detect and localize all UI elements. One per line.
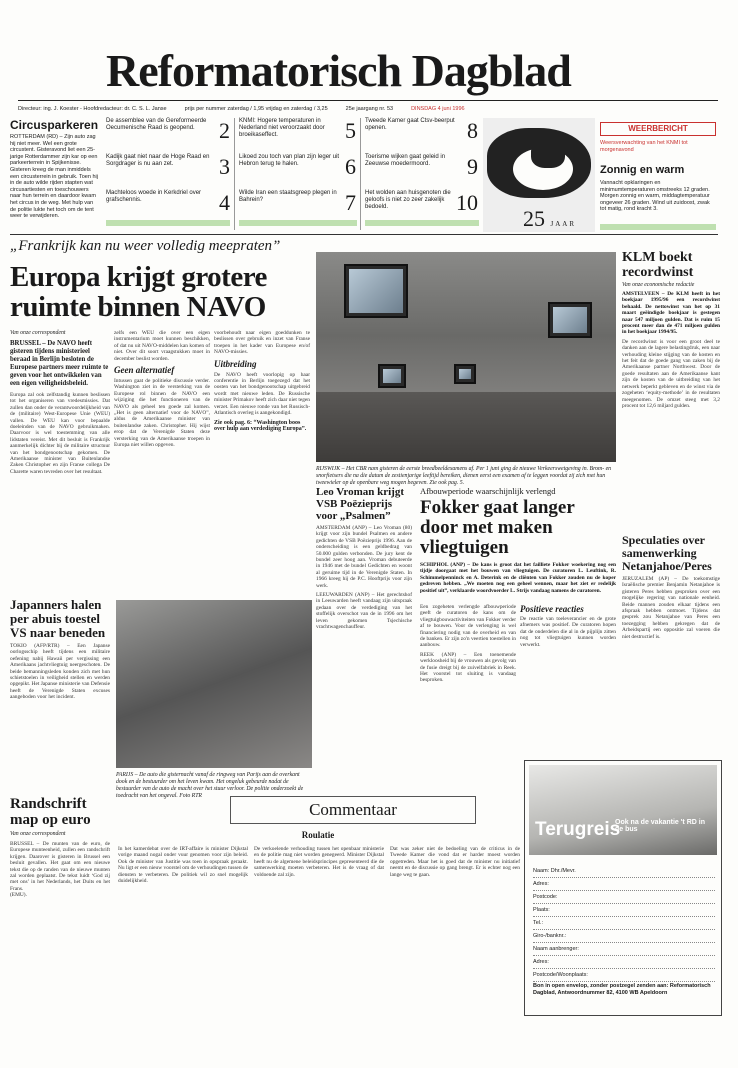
randschrift-end: (EMU). — [10, 892, 27, 899]
lead-col-3 — [214, 330, 310, 432]
lead-byline: Van onze correspondent — [10, 330, 66, 336]
commentaar-header: Commentaar — [230, 796, 476, 824]
volume-info: 25e jaargang nr. 53 — [345, 106, 394, 112]
fokker-intro: SCHIPHOL (ANP) – De kans is groot dat het failliete Fokker woekering nog een tijdje doorgaat met het bouwen van vliegtuigen. De curatoren L. Leuftink, R. Schimmelpenninck en A. Deterink en de cliënten van Fokker zouden nu de koper gedreven hebben. „We moeten nog een geheel wennen, maar het ziet er redelijk positief uit”, verklaarde woordvoerder L. Strijs vandaag namens de curatoren. — [420, 562, 616, 594]
lead-body-5: De NAVO heeft voorlopig op haar conferentie in Berlijn toegezegd dat het oosten van het bondgenootschap uitgebreid wordt met nieuwe leden. De Russische minister Primakov heeft zich daar niet tegen verzet. Een nieuwe ronde van het Russisch-Atlantisch overleg is aangekondigd. — [214, 371, 310, 417]
subscription-ad — [524, 760, 722, 1016]
circus-text: ROTTERDAM (RD) – Zijn auto zag hij niet meer. Wel een grote circustent. Gisteravond liet een 25-jarige Rotterdammer zijn kar op een parkeerterrein in Spijkenisse. Gisteren kreeg de man inmiddels een circusterrein in gebruik. Toen hij in de auto wilde rijden stapten wat circusartiesten en toeschouwers naar hun terrein en daardoor kwam het circus in de weg. Met hulp van de politie lukte het toch om de tent weer te verwijderen. — [10, 134, 98, 220]
fokker-subhead: Positieve reacties — [520, 604, 584, 614]
monitor-icon — [548, 302, 592, 338]
index-item-page: 7 — [345, 190, 356, 215]
lead-quote: „Frankrijk kan nu weer volledig meepraten” — [10, 238, 281, 254]
exam-photo-caption: RIJSWIJK – Het CBR nam gisteren de eerste breedbeeldexamens af. Per 1 juni ging de nieuwe Verkeerswetgeving in. Brom- en snorfietsers die na die datum de zestienjarige leeftijd bereiken, dienen eerst een examen af te leggen voordat zij zich met hun tweewieler op de openbare weg mogen begeven. Zie ook pag. 5. — [316, 466, 612, 486]
ad-image — [529, 765, 717, 855]
paris-photo-caption: PARIJS – De auto die gisternacht vanaf de ringweg van Parijs aan de overkant dook en de bestuurder om het leven kwam. Het ongeluk gebeurde nadat de bestuurder van de auto de macht over het stuur verloor. De politie onderzoekt de toedracht van het ongeval. Foto RTR — [116, 772, 304, 799]
form-field-referrer[interactable]: Naam aanbrenger: — [533, 943, 715, 956]
index-item[interactable] — [106, 154, 230, 190]
audience-area — [316, 392, 616, 462]
anniversary-years: 25 — [523, 206, 545, 231]
ad-form — [533, 865, 715, 982]
index-green-bar — [239, 220, 357, 226]
fokker-col-2 — [520, 604, 616, 648]
lead-subhead-2: Uitbreiding — [214, 358, 257, 369]
index-block — [106, 118, 478, 230]
map-continent — [531, 140, 565, 168]
monitor-icon — [344, 264, 408, 318]
klm-body: De recordwinst is voor een groot deel te danken aan de lagere belastingdruk, een naar verhouding kleine stijging van de kosten en het feit dat de goede gang van zaken bij de Amerikaanse partner Northwest. Door de goede resultaten aan de Amerikaanse kant zijn de kosten van de uitbreiding van het netwerk beperkt gebleven en de winst via de zogeheten ‘equity-methode’ in de resultaten meegenomen. De omzet steeg met 3,2 procent tot 12,6 miljard gulden. — [622, 338, 720, 409]
circus-headline: Circusparkeren — [10, 118, 99, 132]
monitor-icon — [378, 364, 406, 388]
anniversary-logo — [483, 118, 595, 232]
index-item[interactable] — [239, 118, 356, 154]
fokker-body: Een zogeheten verlengde afbouwperiode geeft de curatoren de kans om de vliegtuigbouwactiviteiten van Fokker verder af te bouwen. Voor de verlenging is wel financiering nodig van de overheid en van de banken. Er zijn zo'n veertien toestellen in aanbouw. — [420, 604, 516, 649]
index-item-page: 5 — [345, 118, 356, 143]
lead-subhead: Geen alternatief — [114, 365, 175, 376]
form-field-account[interactable]: Giro-/banknr.: — [533, 930, 715, 943]
index-green-bar — [365, 220, 479, 226]
index-item-text: Likoed zou toch van plan zijn leger uit Hebron terug te halen. — [239, 154, 340, 167]
circus-article — [10, 118, 100, 230]
fokker-body-2: De reactie van toeleverancier en de grote afnemers was positief. De curatoren hopen dat de onderdelen die al in de pijplijn zitten nog tot vliegtuigen kunnen worden verwerkt. — [520, 616, 616, 648]
klm-headline: KLM boekt recordwinst — [622, 250, 694, 280]
index-item[interactable] — [365, 154, 478, 190]
lead-col-1 — [10, 330, 110, 475]
commentaar-col-2: De verkoelende verhouding tussen het openbaar ministerie en de politie mag niet worden genegeerd. Minister Dijkstal heeft nu de algemene beleidsprincipes gepresenteerd die de samenwerking moeten verbeteren. Het is de vraag of dat voldoende zal zijn. — [254, 846, 384, 878]
index-item[interactable] — [365, 118, 478, 154]
index-item-text: Kadijk gaat niet naar de Hoge Raad en Sorgdrager is nu aan zet. — [106, 154, 210, 167]
index-item-page: 6 — [345, 154, 356, 179]
leo-article — [316, 486, 412, 631]
exam-room-photo — [316, 252, 616, 462]
index-item[interactable] — [106, 118, 230, 154]
index-item[interactable] — [239, 190, 356, 220]
director-info: Directeur: ing. J. Koester - Hoofdredacteur: dr. C. S. L. Janse — [18, 106, 167, 112]
index-item-text: Wilde Iran een staatsgreep plegen in Bahrein? — [239, 190, 337, 203]
anniversary-number — [523, 206, 576, 232]
form-field-postcode[interactable]: Postcode: — [533, 891, 715, 904]
weather-note: Weersverwachting van het KNMI tot morgenavond — [600, 140, 688, 153]
monitor-icon — [454, 364, 476, 384]
reek-text: REEK (ANP) – Een toenemende werkloosheid bij de vrouwen als gevolg van de fusie dreigt bij de zuivelfabriek in Reek. Het voorstel tot sluiting is vandaag besproken. — [420, 651, 516, 684]
speculaties-headline: Speculaties over samenwerking Netanjahoe/Peres — [622, 533, 712, 573]
index-col-2 — [234, 118, 356, 230]
index-item[interactable] — [365, 190, 478, 220]
ad-slogan: Ook na de vakantie 't RD in de bus — [615, 819, 705, 833]
newspaper-title: Reformatorisch Dagblad — [106, 45, 571, 96]
japanners-headline: Japanners halen per abuis toestel VS naar beneden — [10, 597, 106, 640]
lead-body-3: Intussen gaat de politieke discussie verder. Washington ziet in de versterking van de Europese rol binnen de NAVO een wijziging die het functioneren van de NAVO als geheel ten goede zal komen. „Het is geen alternatief voor de NAVO”, aldus de Amerikaanse minister van buitenlandse zaken. Christopher. Hij wijst erop dat de Verenigde Staten deze versterking van de Amerikaanse troepen in Europa niet willen opgeven. — [114, 378, 210, 449]
index-item[interactable] — [239, 154, 356, 190]
leo-text: AMSTERDAM (ANP) – Leo Vroman (80) krijgt voor zijn bundel Psalmen en andere gedichten de VSB Poëzieprijs 1996. Aan de onderscheiding is een geldbedrag van 50.000 gulden verbonden. De jury kent de bundel zeer hoog aan. Vroman debuteerde in 1946 met de bundel Gedichten en woont al geruime tijd in de Verenigde Staten. In 1966 kreeg hij de P.C. Hooftprijs voor zijn werk. — [316, 525, 412, 589]
klm-article — [622, 250, 720, 409]
speculaties-text: JERUZALEM (AP) – De toekomstige Israëlische premier Benjamin Netanjahoe is gisteren Peres hebben gesproken over een mogelijke regering van nationale eenheid. Beide mannen zouden elkaar tijdens een afspraak hebben ontmoet. Tijdens dat gesprek zou Netanjahoe van Peres een toezegging hebben gekregen dat de Arbeidspartij een oppositie zal voeren die niet destructief is. — [622, 576, 720, 640]
index-item-text: Het wolden aan huisgenoten die geloofs is niet zo zeer zakelijk bedoeld. — [365, 190, 451, 210]
form-field-phone[interactable]: Tel.: — [533, 917, 715, 930]
leeuwarden-text: LEEUWARDEN (ANP) – Het gerechtshof in Leeuwarden heeft vandaag zijn uitspraak gedaan over de verdediging van het stoffelijk overschot van de in 1996 om het leven gekomen Tsjechische vrachtwagenchauffeur. — [316, 592, 412, 631]
index-item-page: 2 — [219, 118, 230, 143]
index-item-page: 10 — [456, 190, 478, 215]
index-col-1 — [106, 118, 230, 230]
japanners-text: TOKIO (AFP/RTR) – Een Japanse oorlogsschip heeft tijdens een militaire oefening nabij Hawaii per vergissing een Amerikaans jachtvliegtuig neergeschoten. De beide bemanningsleden konden zich met hun schietstoelen in veiligheid stellen en werden opgepikt. Het Japanse ministerie van Defensie heeft de Verenigde Staten excuses aangeboden voor het incident. — [10, 643, 110, 701]
anniversary-suffix: JAAR — [550, 220, 577, 228]
fokker-headline: Fokker gaat langer door met maken vliegtuigen — [420, 497, 575, 558]
fokker-kicker: Afbouwperiode waarschijnlijk verlengd — [420, 486, 556, 496]
form-field-referrer-postcode[interactable]: Postcode/Woonplaats: — [533, 969, 715, 982]
index-item-page: 3 — [219, 154, 230, 179]
commentaar-col-1: In het kamerdebat over de IRT-affaire is minister Dijkstal vorige maand nogal onder vuur genomen voor zijn beleid. Ook de minister van Justitie was toen in opspraak geraakt. Nu ligt er een nieuw voorstel om de verhoudingen tussen de diensten te verbeteren. De politiek wil zo snel mogelijk duidelijkheid. — [118, 846, 248, 885]
index-item-text: KNMI: Hogere temperaturen in Nederland niet veroorzaakt door broeikaseffect. — [239, 118, 325, 138]
index-item-text: Tweede Kamer gaat Ctsv-beerput openen. — [365, 118, 455, 131]
index-col-3 — [360, 118, 478, 230]
klm-intro: AMSTELVEEN – De KLM heeft in het boekjaar 1995/96 een recordwinst behaald. De nettowinst van het op 31 maart geëindigde boekjaar is gestegen naar 547 miljoen gulden. Dat is ruim 15 procent meer dan de 471 miljoen gulden in het boekjaar 1994/95. — [622, 291, 720, 336]
lead-body-1: Europa zal ook zelfstandig kunnen beslissen tot het organiseren van vredesmissies. Dat zullen dan onder de verantwoordelijkheid van de (militaire) West-Europese Unie (WEU) vallen. De WEU kan voor bepaalde doeleinden van de NAVO gebruikmaken. Daarvoor is wel toestemming van alle lidstaten vereist. Met dit besluit is Frankrijk aanmerkelijk dichter bij de militaire structuur van het bondgenootschap gekomen. De Amerikaanse minister van Buitenlandse Zaken Christopher en zijn Franse collega De Charette waren tevreden over het resultaat. — [10, 392, 110, 475]
info-line — [18, 102, 718, 116]
masthead-rule — [18, 100, 718, 101]
form-field-city[interactable]: Plaats: — [533, 904, 715, 917]
klm-byline: Van onze economische redactie — [622, 282, 695, 288]
randschrift-headline: Randschrift map op euro — [10, 796, 91, 828]
form-field-referrer-address[interactable]: Adres: — [533, 956, 715, 969]
speculaties-article — [622, 534, 720, 640]
masthead — [18, 28, 718, 98]
lead-headline: Europa krijgt grotere ruimte binnen NAVO — [10, 261, 267, 323]
lead-body-2: zelfs een WEU die over een eigen instrumentarium moet kunnen beschikken, of dat nu uit NAVO-middelen kan komen of niet. Over dit soort vraagstukken moet in december beslist worden. — [114, 330, 210, 362]
index-item-page: 4 — [219, 190, 230, 215]
leo-headline: Leo Vroman krijgt VSB Poëzieprijs voor „Psalmen” — [316, 486, 404, 522]
price-info: prijs per nummer zaterdag / 1,95 vrijdag en zaterdag / 3,25 — [184, 106, 328, 112]
index-item-page: 8 — [467, 118, 478, 143]
index-item-page: 9 — [467, 154, 478, 179]
randschrift-article — [10, 796, 110, 899]
weather-text: Vannacht opklaringen en minimumtemperaturen omstreeks 12 graden. Morgen zonnig en warm, middagtemperatuur ongeveer 26 graden. Wind uit zuidoost, zwak tot matig, rond kracht 3. — [600, 180, 710, 213]
randschrift-text: BRUSSEL – De munten van de euro, de Europese munteenheid, zullen een randschrift krijgen. Daarover is gisteren in Brussel een besluit gevallen. Het gaat om een nieuwe tekst die op de randen van de nieuwe munten zal worden geplaatst. De tekst luidt ‘God zij met ons’ in het Nederlands, het Duits en het Frans. — [10, 841, 110, 892]
japanners-article — [10, 598, 110, 701]
lead-col-2 — [114, 330, 210, 449]
section-divider — [10, 234, 718, 235]
index-item[interactable] — [106, 190, 230, 220]
randschrift-byline: Van onze correspondent — [10, 831, 66, 837]
weather-title: Zonnig en warm — [600, 164, 685, 176]
ad-headline: Terugreis — [535, 819, 621, 840]
index-item-text: De assemblee van de Gereformeerde Oecumenische Raad is geopend. — [106, 118, 207, 131]
ad-footer: Bon in open envelop, zonder postzegel zenden aan: Reformatorisch Dagblad, Antwoordnummer 82, 4100 WB Apeldoorn — [533, 983, 711, 996]
index-item-text: Toerisme wijken gaat geleid in Zeeuwse moedermoord. — [365, 154, 446, 167]
lead-reference: Zie ook pag. 6: “Washington boos over hulp aan verdediging Europa”. — [214, 420, 307, 433]
index-green-bar — [106, 220, 230, 226]
form-field-address[interactable]: Adres: — [533, 878, 715, 891]
fokker-article — [420, 486, 616, 594]
weather-green-bar — [600, 224, 716, 230]
weather-label: WEERBERICHT — [600, 122, 716, 136]
lead-body-4: voorbehoudt naar eigen goeddunken te beslissen over gebruik en inzet van Franse troepen in het kader van Europese en/of NAVO-missies. — [214, 330, 310, 356]
lead-intro: BRUSSEL – De NAVO heeft gisteren tijdens ministerieel beraad in Berlijn besloten de Europese partners meer ruimte te geven voor het ontwikkelen van een eigen veiligheidsbeleid. — [10, 340, 109, 387]
index-item-text: Machteloos woede in Kerkdriel over grafschennis. — [106, 190, 202, 203]
commentaar-subtitle: Roulatie — [301, 830, 335, 840]
date-info: DINSDAG 4 juni 1996 — [411, 106, 465, 112]
form-field-name[interactable]: Naam: Dhr./Mevr. — [533, 865, 715, 878]
commentaar-col-3: Dat was zeker niet de bedoeling van de criticus in de Tweede Kamer die vond dat er harder moest worden opgetreden. Maar het is goed dat de minister nu initiatief neemt en de discussie op gang brengt. Er is echter nog een lange weg te gaan. — [390, 846, 520, 878]
car-wreck-photo — [116, 600, 312, 768]
fokker-col-1 — [420, 604, 516, 684]
